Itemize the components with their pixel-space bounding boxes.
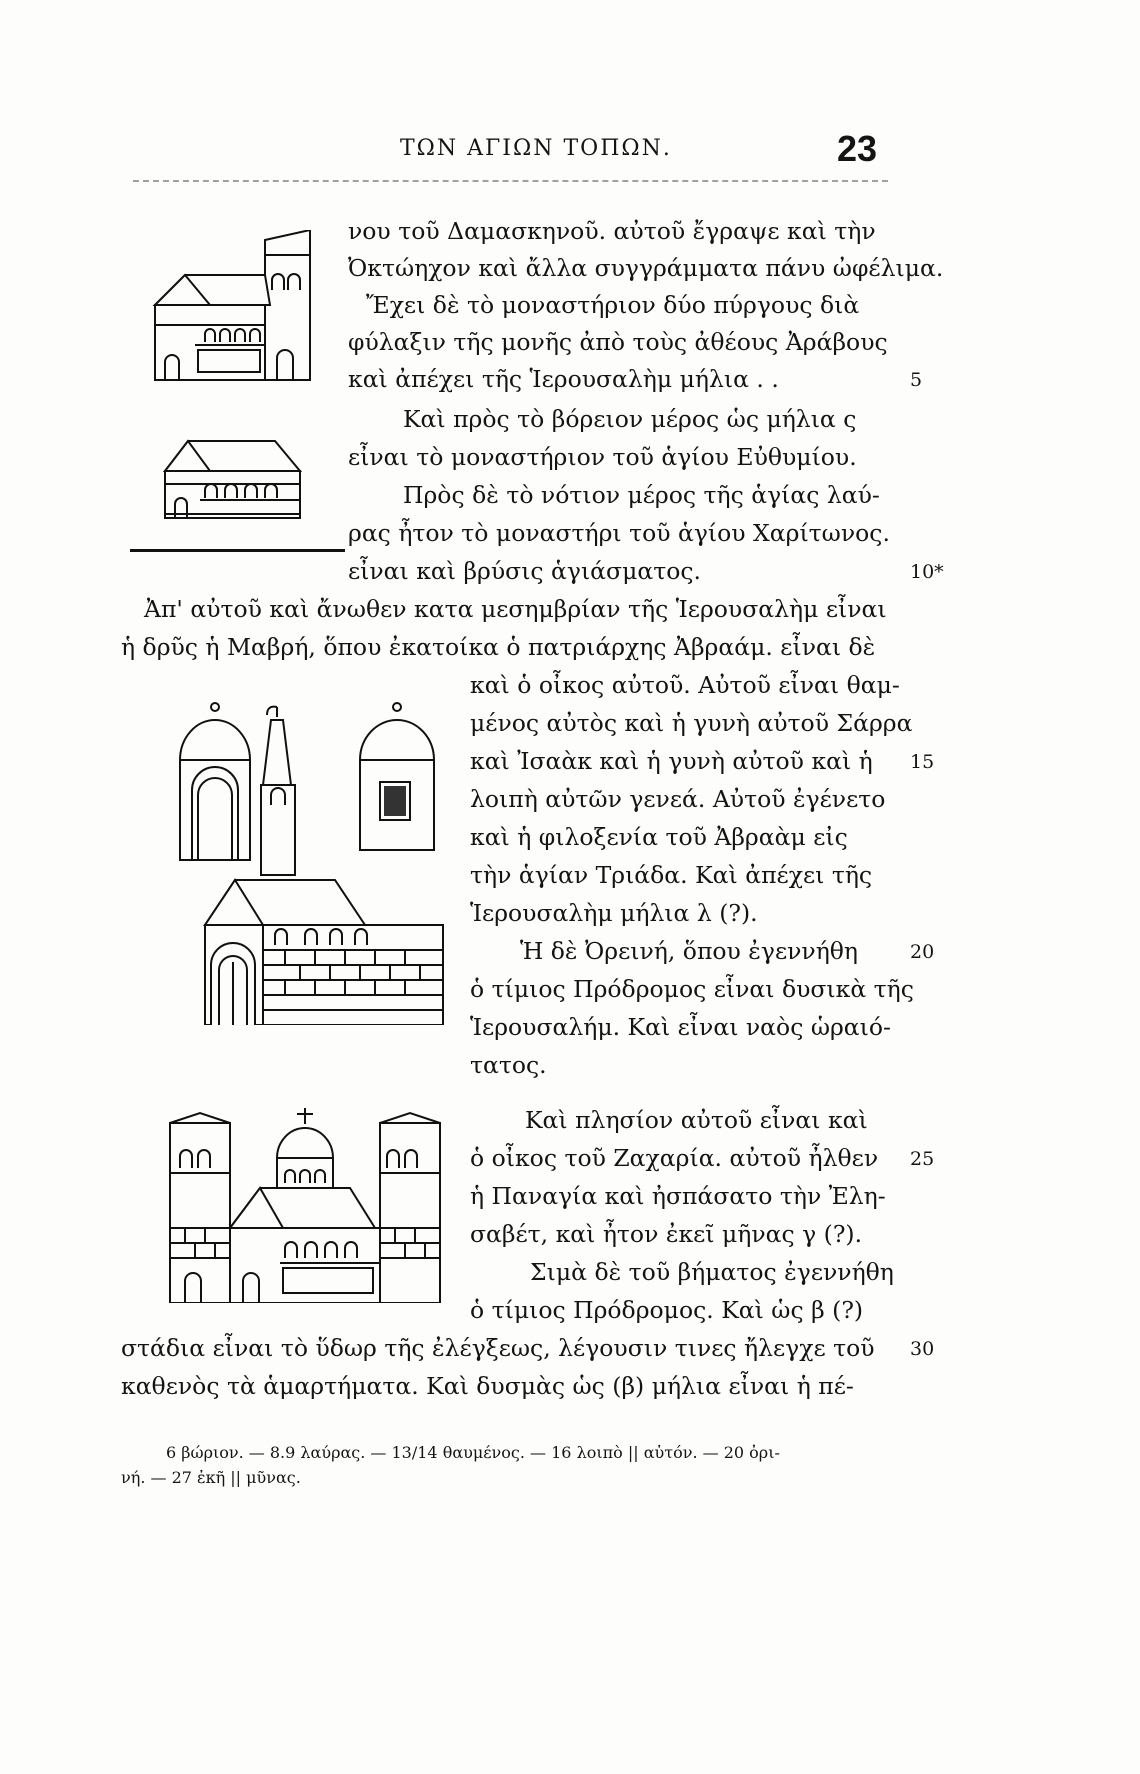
running-header: ΤΩΝ ΑΓΙΩΝ ΤΟΠΩΝ. bbox=[400, 136, 672, 161]
text-line: Ὀκτώηχον καὶ ἄλλα συγγράμματα πάνυ ὠφέλιμα. bbox=[348, 254, 944, 282]
text-line: ὁ τίμιος Πρόδρομος. Καὶ ὡς β (?) bbox=[470, 1296, 864, 1324]
illustration-separator-rule bbox=[130, 549, 345, 552]
text-line: καὶ ἀπέχει τῆς Ἱερουσαλὴμ μήλια . . bbox=[348, 365, 779, 393]
church-of-abraham-illustration bbox=[175, 700, 450, 1025]
footnote-line: νή. — 27 ἐκῆ || μῦνας. bbox=[121, 1468, 301, 1487]
text-line: ἡ δρῦς ἡ Μαβρή, ὅπου ἐκατοίκα ὁ πατριάρχης Ἀβραάμ. εἶναι δὲ bbox=[121, 633, 876, 661]
footnote-line: 6 βώριον. — 8.9 λαύρας. — 13/14 θαυμένος. — 16 λοιπὸ || αὐτόν. — 20 ὀρι- bbox=[166, 1443, 780, 1462]
small-monastery-illustration bbox=[160, 436, 325, 521]
line-number: 30 bbox=[910, 1338, 935, 1360]
text-line: ὁ οἶκος τοῦ Ζαχαρία. αὐτοῦ ἦλθεν bbox=[470, 1144, 879, 1172]
text-line: Πρὸς δὲ τὸ νότιον μέρος τῆς ἁγίας λαύ- bbox=[403, 481, 880, 509]
text-line: Ἔχει δὲ τὸ μοναστήριον δύο πύργους διὰ bbox=[366, 291, 860, 319]
text-line: ὁ τίμιος Πρόδρομος εἶναι δυσικὰ τῆς bbox=[470, 975, 914, 1003]
line-number: 5 bbox=[910, 369, 923, 391]
text-line: φύλαξιν τῆς μονῆς ἀπὸ τοὺς ἀθέους Ἀράβους bbox=[348, 328, 888, 356]
monastery-with-tower-illustration bbox=[150, 230, 335, 385]
text-line: καὶ Ἰσαὰκ καὶ ἡ γυνὴ αὐτοῦ καὶ ἡ bbox=[470, 747, 873, 775]
text-line: μένος αὐτὸς καὶ ἡ γυνὴ αὐτοῦ Σάρρα bbox=[470, 709, 913, 737]
text-line: εἶναι τὸ μοναστήριον τοῦ ἁγίου Εὐθυμίου. bbox=[348, 443, 857, 471]
line-number: 15 bbox=[910, 751, 935, 773]
text-line: Καὶ πρὸς τὸ βόρειον μέρος ὡς μήλια ς bbox=[403, 405, 857, 433]
text-line: Ἱερουσαλήμ. Καὶ εἶναι ναὸς ὡραιό- bbox=[470, 1013, 891, 1041]
text-line: εἶναι καὶ βρύσις ἁγιάσματος. bbox=[348, 557, 702, 585]
header-rule bbox=[133, 180, 888, 182]
text-line: καθενὸς τὰ ἁμαρτήματα. Καὶ δυσμὰς ὡς (β) μήλια εἶναι ἡ πέ- bbox=[121, 1372, 854, 1400]
text-line: ρας ἦτον τὸ μοναστήρι τοῦ ἁγίου Χαρίτωνος. bbox=[348, 519, 890, 547]
line-number: 25 bbox=[910, 1148, 935, 1170]
text-line: σαβέτ, καὶ ἦτον ἐκεῖ μῆνας γ (?). bbox=[470, 1220, 863, 1248]
text-line: στάδια εἶναι τὸ ὕδωρ τῆς ἐλέγξεως, λέγουσιν τινες ἤλεγχε τοῦ bbox=[121, 1334, 875, 1362]
text-line: λοιπὴ αὐτῶν γενεά. Αὐτοῦ ἐγένετο bbox=[470, 785, 886, 813]
line-number: 20 bbox=[910, 941, 935, 963]
text-line: τατος. bbox=[470, 1051, 547, 1079]
text-line: νου τοῦ Δαμασκηνοῦ. αὐτοῦ ἔγραψε καὶ τὴν bbox=[348, 217, 876, 245]
text-line: τὴν ἁγίαν Τριάδα. Καὶ ἀπέχει τῆς bbox=[470, 861, 873, 889]
text-line: ἡ Παναγία καὶ ἠσπάσατο τὴν Ἐλη- bbox=[470, 1182, 886, 1210]
text-line: Ἀπ' αὐτοῦ καὶ ἄνωθεν κατα μεσημβρίαν τῆς Ἱερουσαλὴμ εἶναι bbox=[144, 595, 887, 623]
text-line: Καὶ πλησίον αὐτοῦ εἶναι καὶ bbox=[525, 1106, 868, 1134]
text-line: καὶ ἡ φιλοξενία τοῦ Ἀβραὰμ εἰς bbox=[470, 823, 848, 851]
text-line: Σιμὰ δὲ τοῦ βήματος ἐγεννήθη bbox=[530, 1258, 894, 1286]
text-line: καὶ ὁ οἶκος αὐτοῦ. Αὐτοῦ εἶναι θαμ- bbox=[470, 671, 900, 699]
line-number: 10* bbox=[910, 561, 944, 583]
text-line: Ἡ δὲ Ὀρεινή, ὅπου ἐγεννήθη bbox=[520, 937, 858, 965]
page-number: 23 bbox=[837, 128, 878, 169]
church-of-zacharias-illustration bbox=[165, 1108, 445, 1303]
text-line: Ἱερουσαλὴμ μήλια λ (?). bbox=[470, 899, 758, 927]
